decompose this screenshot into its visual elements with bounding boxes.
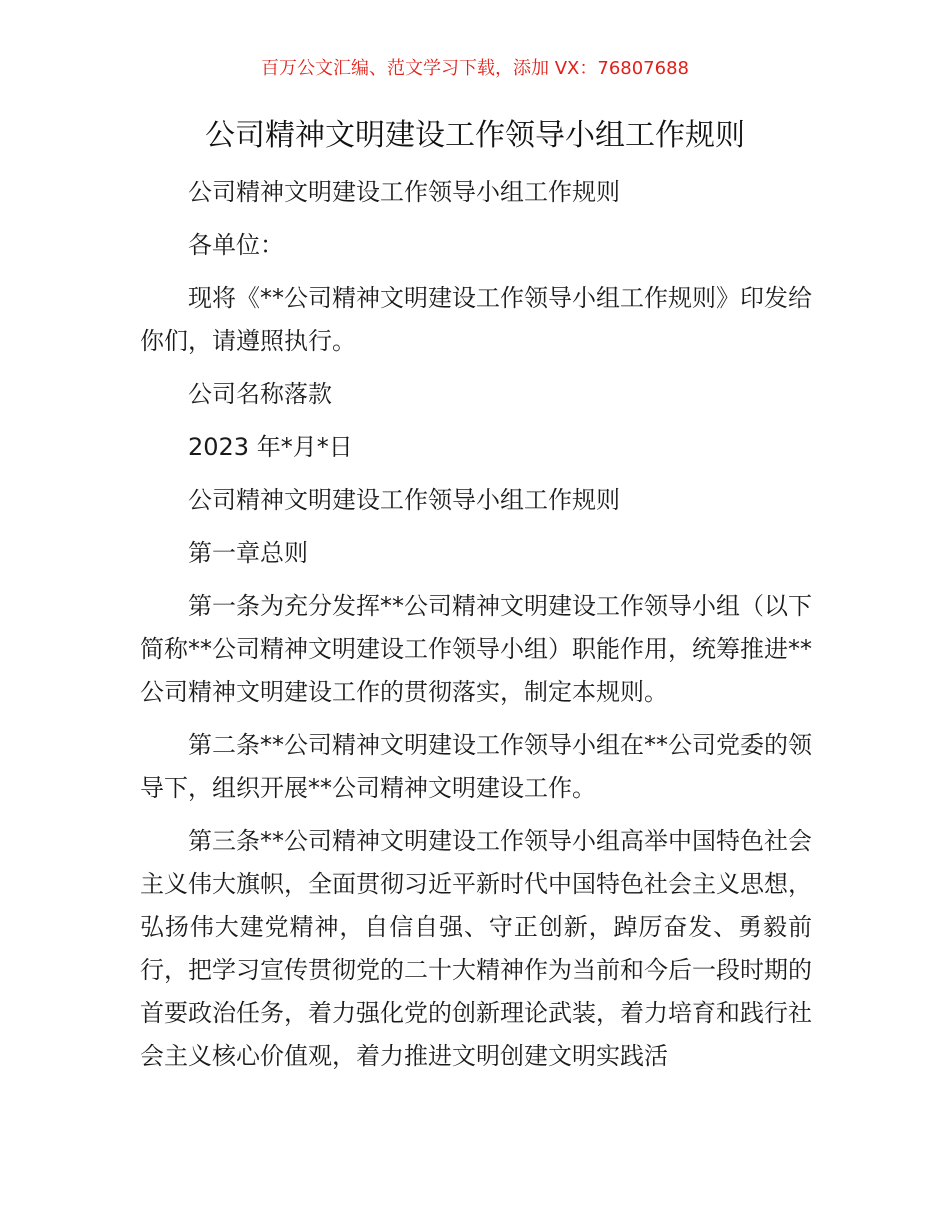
- paragraph-notice: 现将《**公司精神文明建设工作领导小组工作规则》印发给你们，请遵照执行。: [140, 284, 812, 355]
- paragraph-chapter-heading: 第一章总则: [188, 539, 308, 567]
- paragraph-article-1: 第一条为充分发挥**公司精神文明建设工作领导小组（以下简称**公司精神文明建设工作领导小组）职能作用，统筹推进**公司精神文明建设工作的贯彻落实，制定本规则。: [140, 592, 812, 706]
- paragraph-date: 2023 年*月*日: [188, 433, 353, 461]
- download-promo-header: 百万公文汇编、范文学习下载，添加 VX：76807688: [261, 58, 689, 79]
- paragraph-subtitle: 公司精神文明建设工作领导小组工作规则: [188, 178, 620, 206]
- paragraph-salutation: 各单位：: [188, 231, 284, 259]
- document-body: [140, 171, 812, 1078]
- paragraph-signature: 公司名称落款: [188, 380, 332, 408]
- paragraph-article-2: 第二条**公司精神文明建设工作领导小组在**公司党委的领导下，组织开展**公司精神文明建设工作。: [140, 731, 812, 802]
- paragraph-article-3: 第三条**公司精神文明建设工作领导小组高举中国特色社会主义伟大旗帜，全面贯彻习近平新时代中国特色社会主义思想，弘扬伟大建党精神，自信自强、守正创新，踔厉奋发、勇毅前行，把学习宣传贯彻党的二十大精神作为当前和今后一段时期的首要政治任务，着力强化党的创新理论武装，着力培育和践行社会主义核心价值观，着力推进文明创建文明实践活: [140, 827, 812, 1070]
- document-title: 公司精神文明建设工作领导小组工作规则: [205, 118, 745, 153]
- paragraph-rules-title: 公司精神文明建设工作领导小组工作规则: [188, 486, 620, 514]
